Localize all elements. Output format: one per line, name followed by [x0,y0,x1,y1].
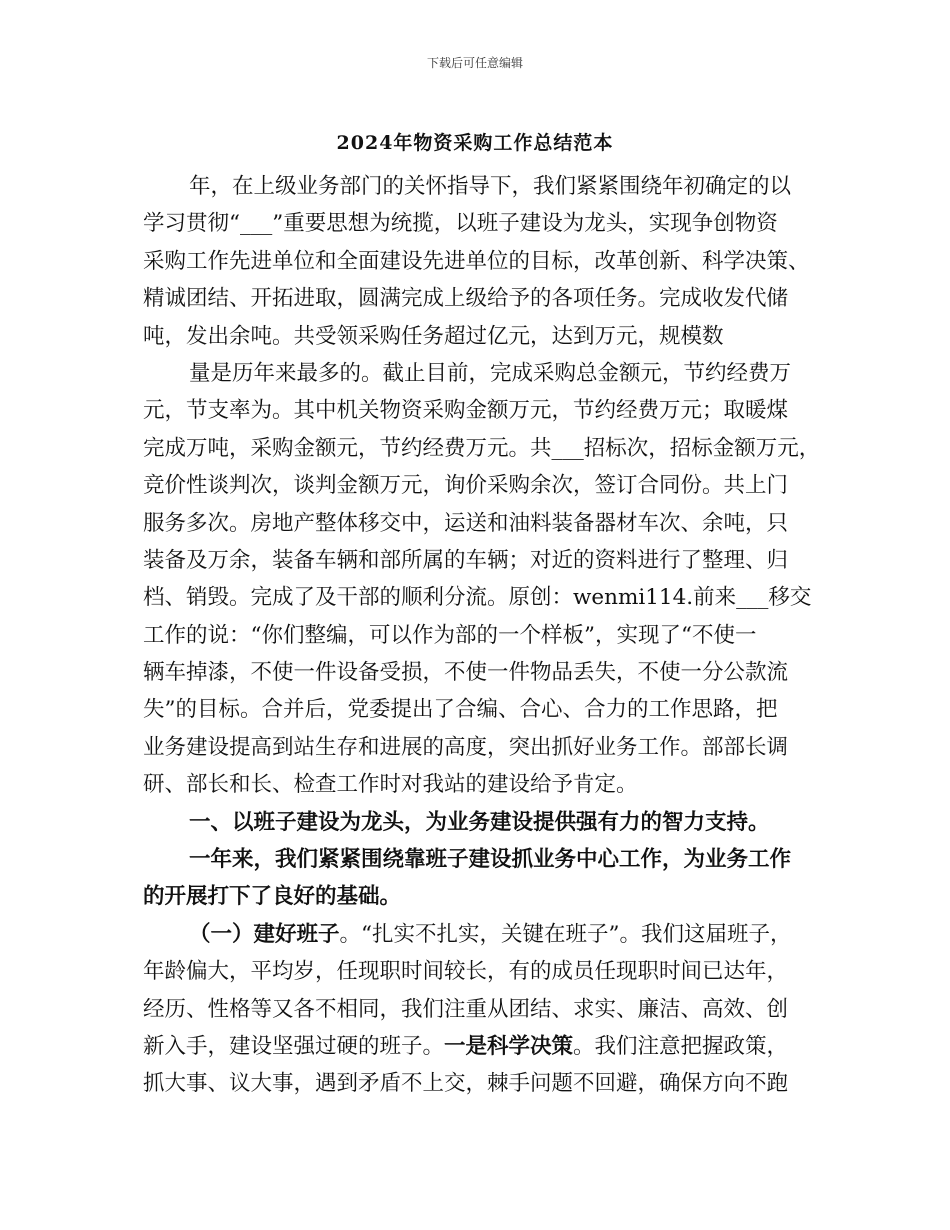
paragraph-line: 学习贯彻“___”重要思想为统揽，以班子建设为龙头，实现争创物资 [143,211,778,237]
paragraph-line: 服务多次。房地产整体移交中，运送和油料装备器材车次、余吨，只 [143,510,789,536]
paragraph-line: 量是历年来最多的。截止目前，完成采购总金额元，节约经费万 [189,360,792,386]
page-header-note: 下载后可任意编辑 [426,56,523,70]
paragraph-text: 新入手，建设坚强过硬的班子。 [143,1033,445,1059]
paragraph-line: 辆车掉漆，不使一件设备受损，不使一件物品丢失，不使一分公款流 [143,660,789,686]
bold-paragraph-line: 一年来，我们紧紧围绕靠班子建设抓业务中心工作，为业务工作 [189,847,792,873]
paragraph-line: 业务建设提高到站生存和进展的高度，突出抓好业务工作。部部长调 [143,734,789,760]
paragraph-line [143,1028,823,1065]
paragraph-line: 档、销毁。完成了及干部的顺利分流。原创：wenmi114.前来___移交 [143,585,812,611]
subsection-label: （一）建好班子 [189,921,340,947]
bold-paragraph-line: 的开展打下了良好的基础。 [143,884,402,910]
document-title: 2024年物资采购工作总结范本 [336,132,614,154]
paragraph-line: 经历、性格等又各不相同，我们注重从团结、求实、廉洁、高效、创 [143,996,789,1022]
paragraph-line: 竞价性谈判次，谈判金额万元，询价采购余次，签订合同份。共上门 [143,473,789,499]
paragraph-line: 装备及万余，装备车辆和部所属的车辆；对近的资料进行了整理、归 [143,547,789,573]
paragraph-line: 年龄偏大，平均岁，任现职时间较长，有的成员任现职时间已达年， [143,959,789,985]
emphasis-text: 一是科学决策 [444,1033,574,1059]
paragraph-line: 年，在上级业务部门的关怀指导下，我们紧紧围绕年初确定的以 [189,174,792,199]
paragraph-line: 失”的目标。合并后，党委提出了合编、合心、合力的工作思路，把 [143,697,778,723]
paragraph-line: 完成万吨，采购金额元，节约经费万元。共___招标次，招标金额万元， [143,435,821,461]
paragraph-line: 吨，发出余吨。共受领采购任务超过亿元，达到万元，规模数 [143,323,724,349]
paragraph-line: 元，节支率为。其中机关物资采购金额万元，节约经费万元；取暖煤 [143,398,789,424]
paragraph-line: 研、部长和长、检查工作时对我站的建设给予肯定。 [143,772,638,798]
paragraph-text: 。我们注意把握政策， [573,1033,789,1059]
document-body [143,168,823,1103]
paragraph-text: 。“扎实不扎实，关键在班子”。我们这届班子， [339,921,792,947]
paragraph-line: 工作的说：“你们整编，可以作为部的一个样板”，实现了“不使一 [143,622,757,648]
paragraph-line: 抓大事、议大事，遇到矛盾不上交，棘手问题不回避，确保方向不跑 [143,1071,789,1097]
section-heading: 一、以班子建设为龙头，为业务建设提供强有力的智力支持。 [189,809,770,835]
paragraph-line [143,916,823,953]
paragraph-line: 采购工作先进单位和全面建设先进单位的目标，改革创新、科学决策、 [143,248,810,274]
paragraph-line: 精诚团结、开拓进取，圆满完成上级给予的各项任务。完成收发代储 [143,286,789,312]
